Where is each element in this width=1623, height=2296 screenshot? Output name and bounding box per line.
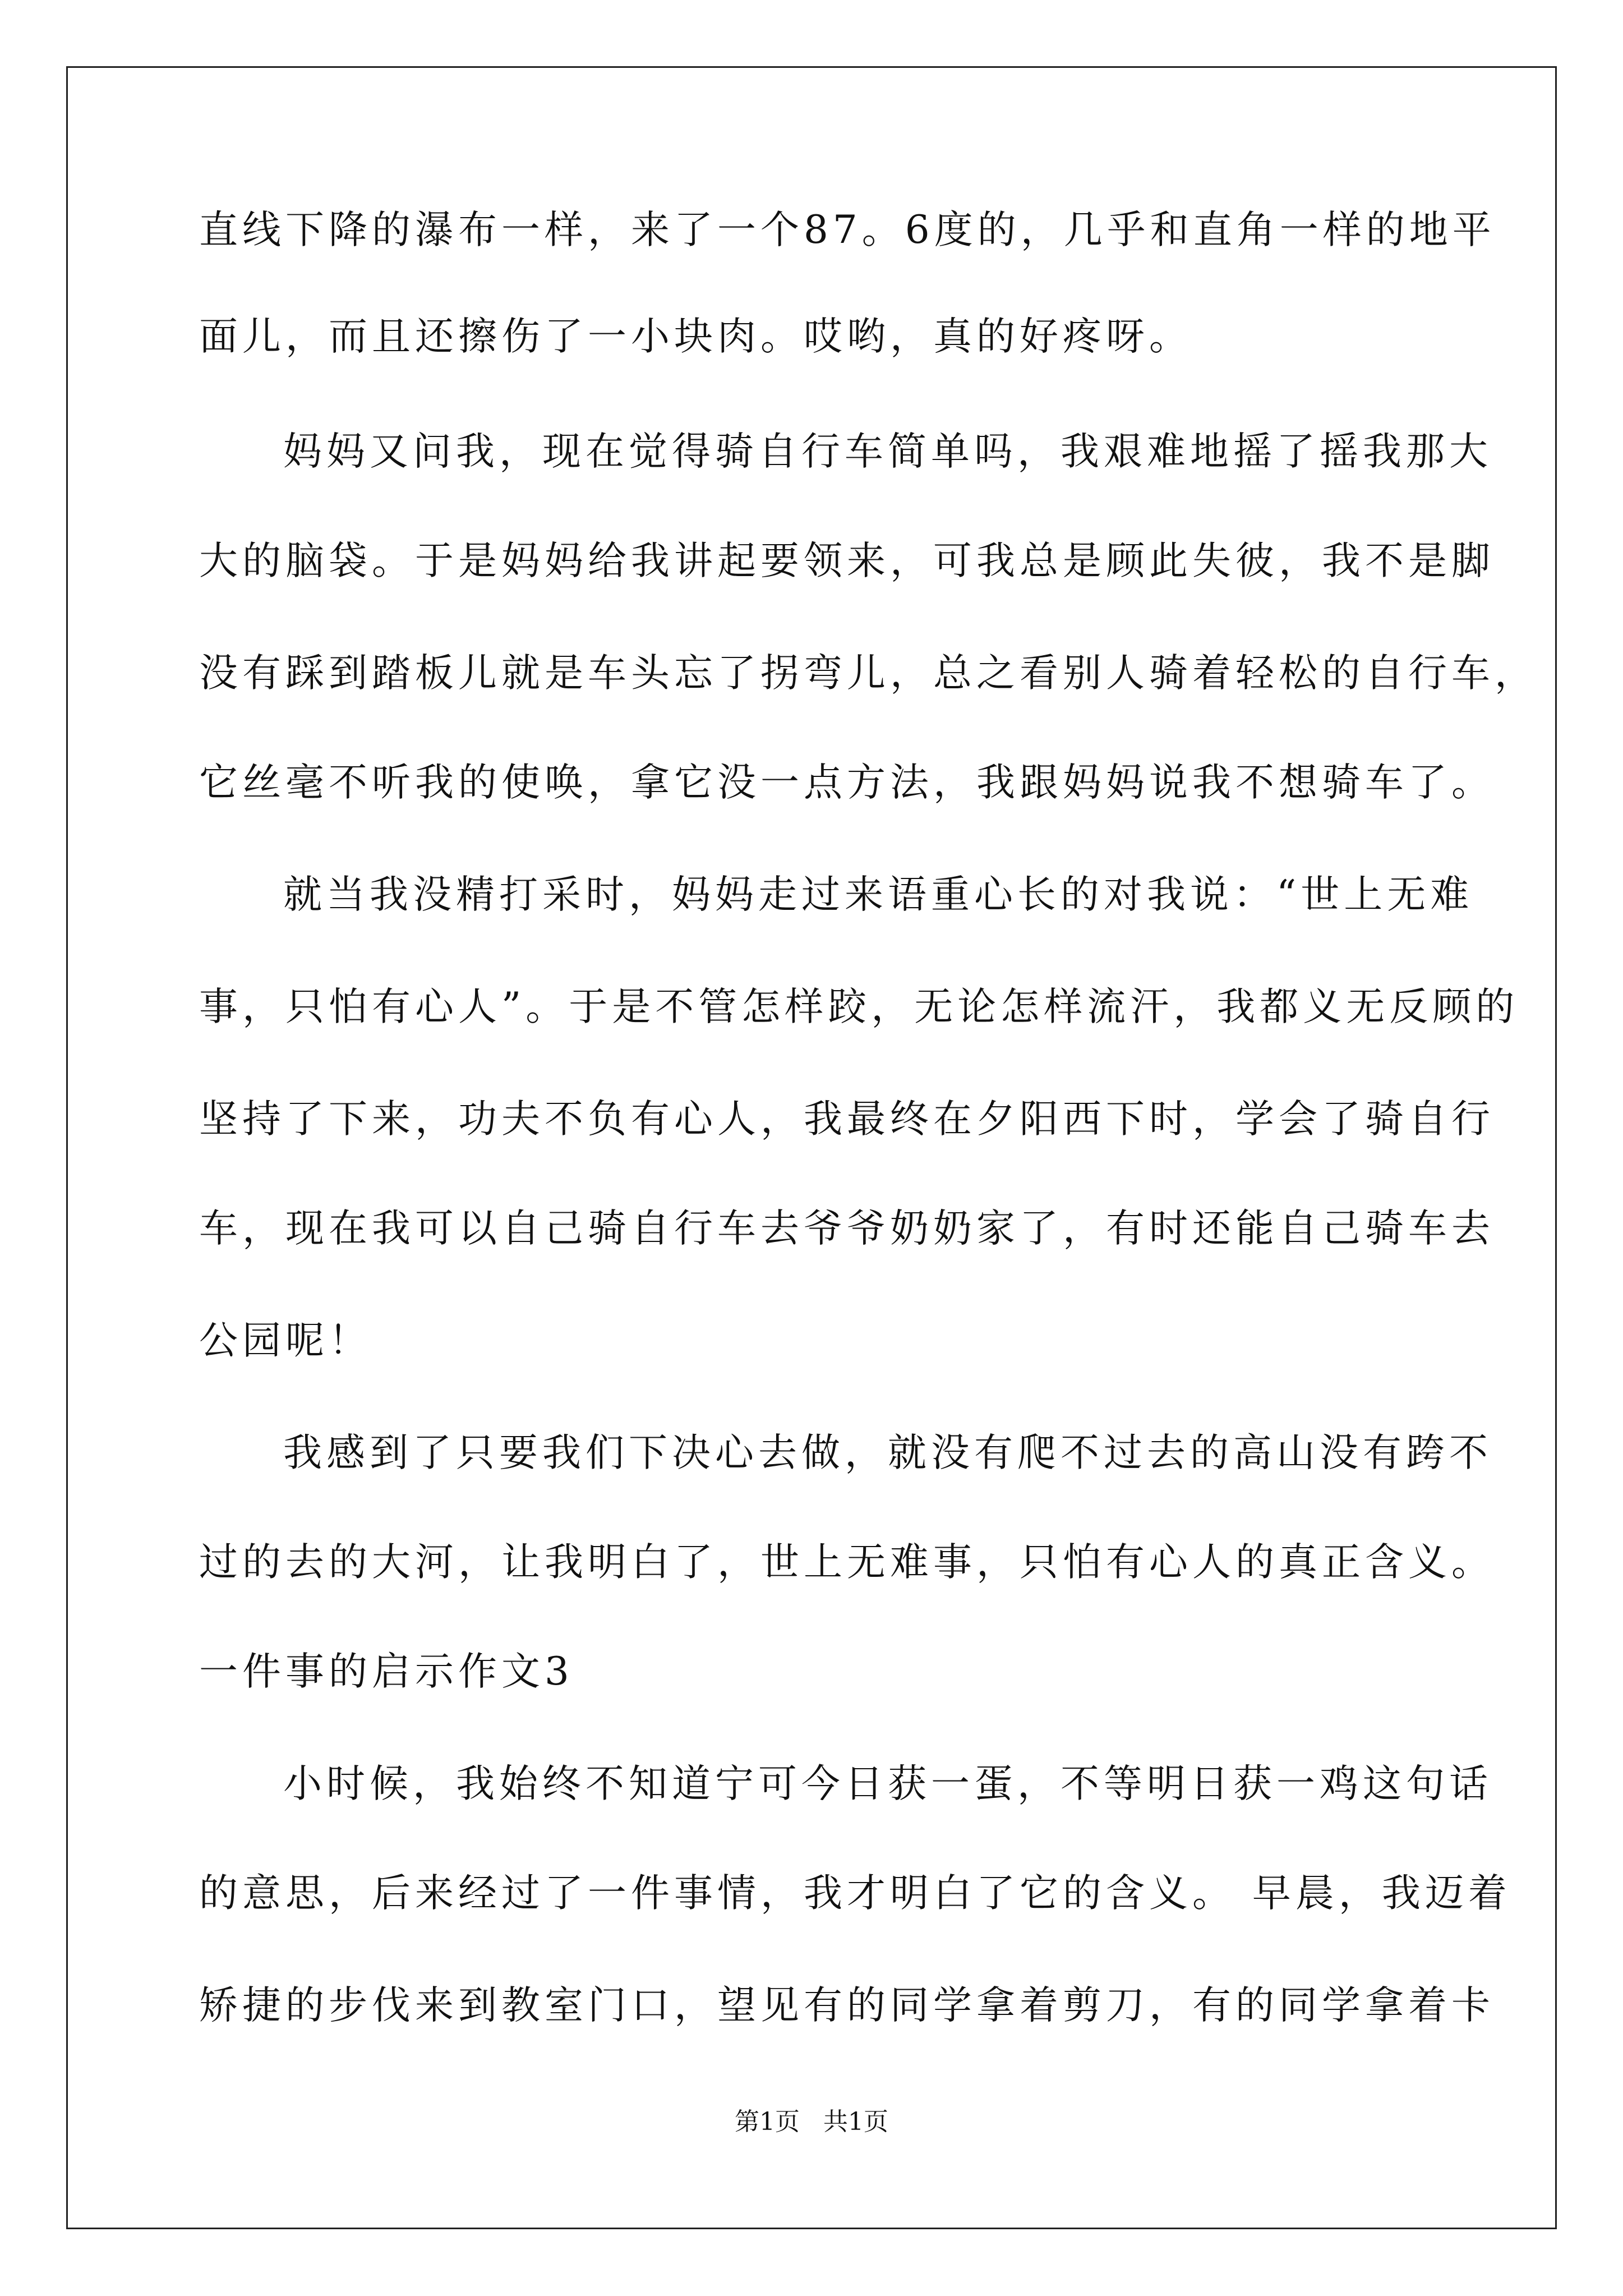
text-line: 大的脑袋。于是妈妈给我讲起要领来，可我总是顾此失彼，我不是脚 (199, 539, 1495, 583)
text-line: 小时候，我始终不知道宁可今日获一蛋，不等明日获一鸡这句话 (283, 1761, 1492, 1806)
text-line: 它丝毫不听我的使唤，拿它没一点方法，我跟妈妈说我不想骑车了。 (199, 760, 1495, 805)
text-line: 妈妈又问我，现在觉得骑自行车简单吗，我艰难地摇了摇我那大 (283, 429, 1492, 474)
text-line: 就当我没精打采时，妈妈走过来语重心长的对我说：“世上无难 (283, 872, 1474, 917)
text-line: 过的去的大河，让我明白了，世上无难事，只怕有心人的真正含义。 (199, 1540, 1495, 1585)
text-line: 面儿，而且还擦伤了一小块肉。哎哟，真的好疼呀。 (199, 314, 1192, 359)
text-line: 没有踩到踏板儿就是车头忘了拐弯儿，总之看别人骑着轻松的自行车， (199, 651, 1538, 696)
text-line: 直线下降的瀑布一样，来了一个87。6度的，几乎和直角一样的地平 (199, 208, 1496, 252)
text-line: 公园呢！ (199, 1318, 372, 1363)
section-heading: 一件事的启示作文3 (199, 1649, 574, 1694)
text-line: 矫捷的步伐来到教室门口，望见有的同学拿着剪刀，有的同学拿着卡 (199, 1983, 1495, 2028)
text-line: 的意思，后来经过了一件事情，我才明白了它的含义。 早晨，我迈着 (199, 1871, 1511, 1916)
text-line: 事，只怕有心人”。于是不管怎样跤，无论怎样流汗，我都义无反顾的 (199, 984, 1519, 1029)
text-line: 我感到了只要我们下决心去做，就没有爬不过去的高山没有跨不 (283, 1430, 1492, 1475)
text-line: 车，现在我可以自己骑自行车去爷爷奶奶家了，有时还能自己骑车去 (199, 1206, 1495, 1251)
page-footer: 第1页 共1页 (735, 2108, 888, 2136)
text-line: 坚持了下来，功夫不负有心人，我最终在夕阳西下时，学会了骑自行 (199, 1097, 1495, 1142)
